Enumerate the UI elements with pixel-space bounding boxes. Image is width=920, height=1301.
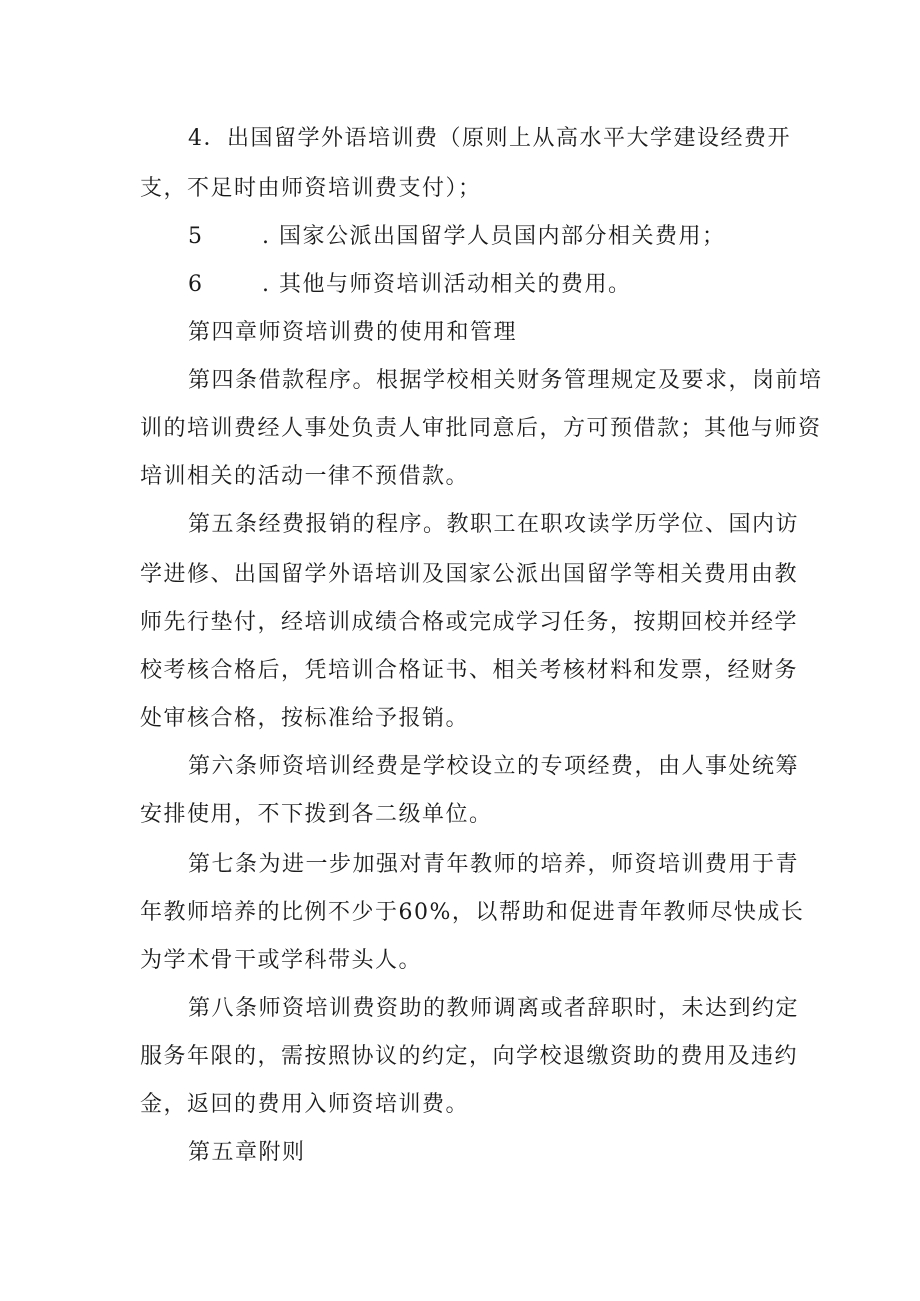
list-number: 6 xyxy=(188,272,204,297)
text-line: 4．出国留学外语培训费（原则上从高水平大学建设经费开 xyxy=(188,126,791,151)
text-line: 训的培训费经人事处负责人审批同意后，方可预借款；其他与师资 xyxy=(140,416,822,441)
text-line: 第八条师资培训费资助的教师调离或者辞职时，未达到约定 xyxy=(188,996,800,1021)
text-line: 学进修、出国留学外语培训及国家公派出国留学等相关费用由教 xyxy=(140,562,799,587)
list-item-text: . 其他与师资培训活动相关的费用。 xyxy=(262,272,632,297)
chapter-heading: 第五章附则 xyxy=(188,1140,306,1165)
text-line: 培训相关的活动一律不预借款。 xyxy=(140,464,470,489)
text-line xyxy=(188,270,632,300)
text-line: 金，返回的费用入师资培训费。 xyxy=(140,1092,470,1117)
text-line: 服务年限的，需按照协议的约定，向学校退缴资助的费用及违约 xyxy=(140,1044,799,1069)
chapter-heading: 第四章师资培训费的使用和管理 xyxy=(188,320,518,345)
text-line xyxy=(188,222,726,252)
list-item-text: . 国家公派出国留学人员国内部分相关费用； xyxy=(262,224,726,249)
text-line: 支，不足时由师资培训费支付）； xyxy=(140,176,482,201)
text-line: 为学术骨干或学科带头人。 xyxy=(140,948,423,973)
text-line: 年教师培养的比例不少于60%，以帮助和促进青年教师尽快成长 xyxy=(140,900,805,925)
text-line: 师先行垫付，经培训成绩合格或完成学习任务，按期回校并经学 xyxy=(140,610,799,635)
text-line: 第七条为进一步加强对青年教师的培养，师资培训费用于青 xyxy=(188,852,800,877)
text-line: 第六条师资培训经费是学校设立的专项经费，由人事处统筹 xyxy=(188,754,800,779)
text-line: 处审核合格，按标准给予报销。 xyxy=(140,706,470,731)
list-number: 5 xyxy=(188,224,204,249)
text-line: 第五条经费报销的程序。教职工在职攻读学历学位、国内访 xyxy=(188,512,800,537)
text-line: 安排使用，不下拨到各二级单位。 xyxy=(140,802,493,827)
text-line: 校考核合格后，凭培训合格证书、相关考核材料和发票，经财务 xyxy=(140,658,799,683)
text-line: 第四条借款程序。根据学校相关财务管理规定及要求，岗前培 xyxy=(188,368,823,393)
